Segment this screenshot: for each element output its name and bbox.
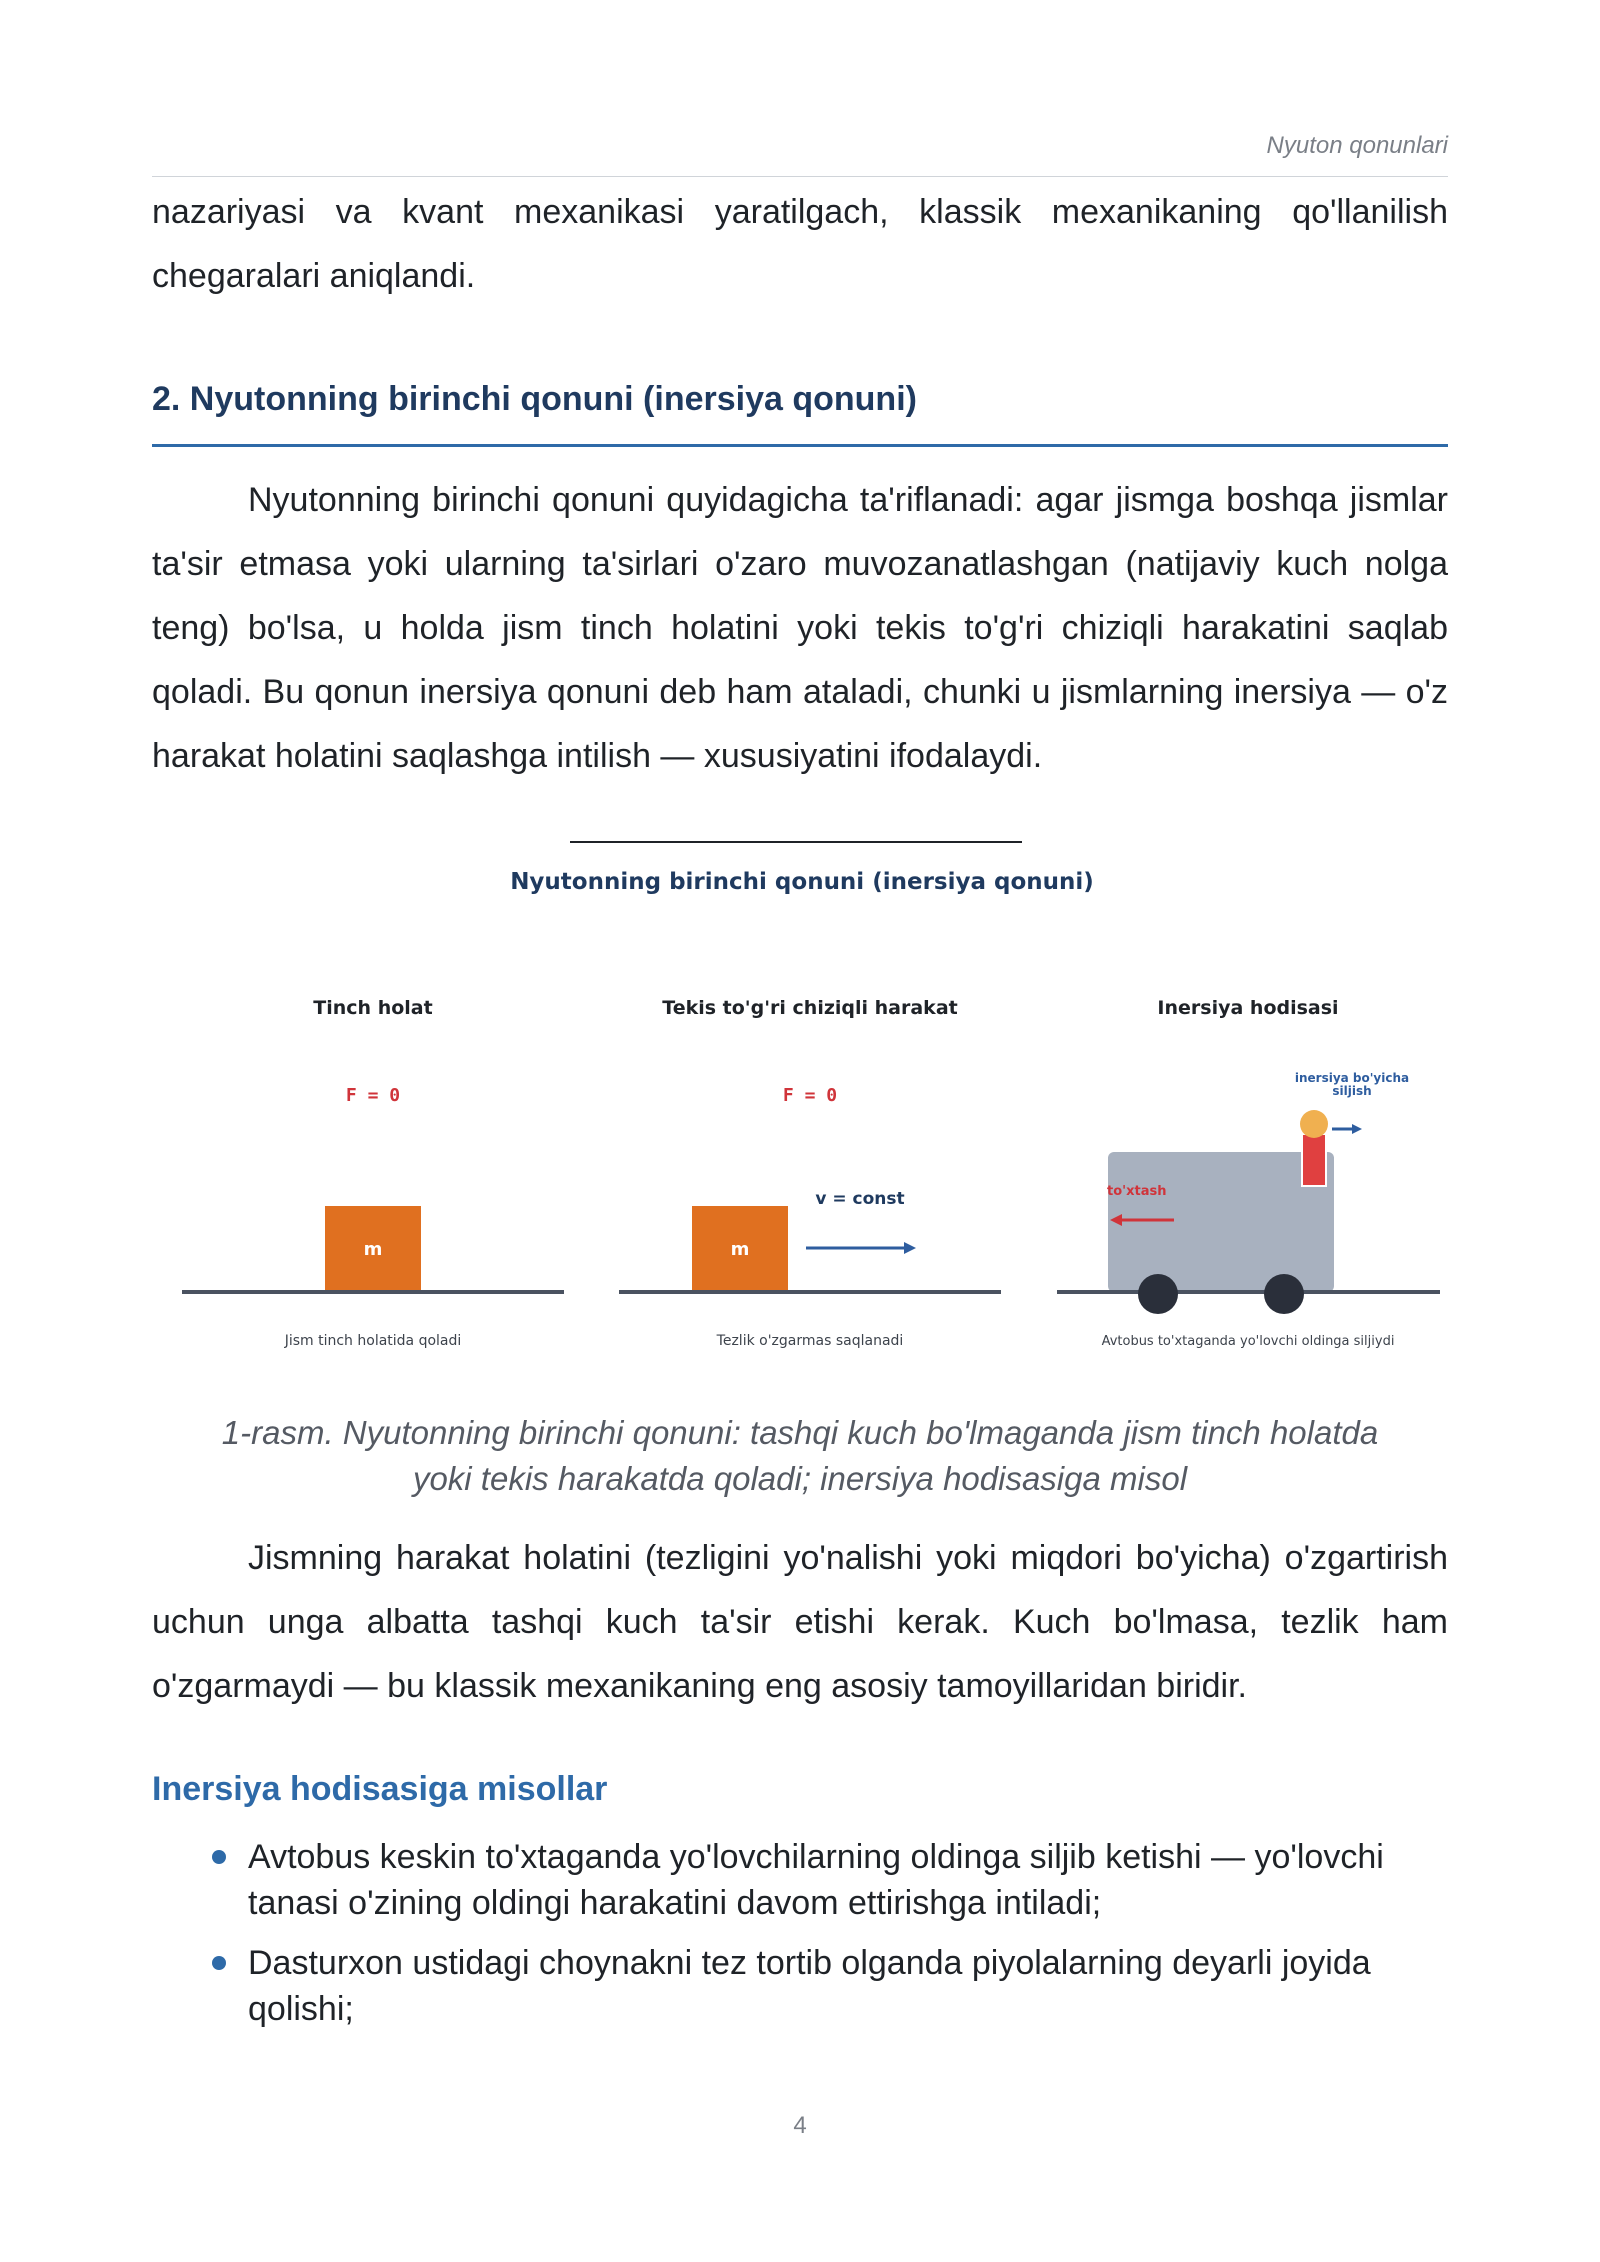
arrow-head-icon [904, 1242, 916, 1254]
examples-list [152, 1834, 1448, 2046]
panel-motion-force-label: F = 0 [782, 1085, 838, 1106]
panel-uniform-motion [619, 997, 1001, 1349]
inertia-shift-label: inersiya bo'yicha [1294, 1071, 1410, 1085]
bus-wheel-icon [1138, 1274, 1178, 1314]
braking-label: to'xtash [1107, 1184, 1167, 1199]
page-number: 4 [793, 2112, 807, 2139]
panel-rest-caption: Jism tinch holatida qoladi [284, 1333, 462, 1349]
panel-motion-title: Tekis to'g'ri chiziqli harakat [662, 997, 958, 1019]
panel-rest-title: Tinch holat [313, 997, 433, 1019]
arrow-head-icon [1352, 1124, 1362, 1134]
passenger-head [1300, 1110, 1328, 1138]
passenger-body [1302, 1134, 1326, 1186]
figure-newton-first-law [152, 800, 1448, 1380]
figure-caption-line-1: 1-rasm. Nyutonning birinchi qonuni: tashqi kuch bo'lmaganda jism tinch holatda [221, 1414, 1379, 1451]
panel-inertia [1057, 997, 1440, 1349]
section-paragraph-1: Nyutonning birinchi qonuni quyidagicha ta'riflanadi: agar jismga boshqa jismlar ta'sir etmasa yoki ularning ta'sirlari o'zaro muvozanatlashgan (natijaviy kuch nolga teng) bo'lsa, u holda jism tinch holatini yoki tekis to'g'ri chiziqli harakatini saqlab qoladi. Bu qonun inersiya qonuni deb ham ataladi, chunki u jismlarning inersiya — o'z harakat holatini saqlashga intilish — xususiyatini ifodalaydi. [152, 481, 1448, 775]
figure-title: Nyutonning birinchi qonuni (inersiya qonuni) [510, 869, 1094, 895]
panel-rest-force-label: F = 0 [345, 1085, 401, 1106]
paragraph-2: Jismning harakat holatini (tezligini yo'nalishi yoki miqdori bo'yicha) o'zgartirish uchun unga albatta tashqi kuch ta'sir etishi kerak. Kuch bo'lmasa, tezlik ham o'zgarmaydi — bu klassik mexanikaning eng asosiy tamoyillaridan biridir. [152, 1539, 1448, 1705]
mass-label: m [730, 1239, 750, 1260]
bus-body [1108, 1152, 1334, 1292]
inertia-shift-label: siljish [1332, 1084, 1372, 1098]
panel-motion-caption: Tezlik o'zgarmas saqlanadi [716, 1333, 904, 1349]
list-item [152, 1834, 1448, 1926]
bus-wheel-icon [1264, 1274, 1304, 1314]
list-item [152, 1940, 1448, 2032]
running-header: Nyuton qonunlari [1266, 132, 1448, 159]
mass-label: m [363, 1239, 383, 1260]
panel-inertia-caption: Avtobus to'xtaganda yo'lovchi oldinga siljiydi [1101, 1334, 1395, 1349]
bullet-icon [212, 1956, 226, 1970]
examples-heading: Inersiya hodisasiga misollar [152, 1770, 608, 1808]
velocity-label: v = const [815, 1189, 905, 1209]
header-divider [152, 176, 1448, 177]
panel-rest [182, 997, 564, 1349]
figure-illustration [152, 800, 1448, 1380]
intro-continuation-paragraph: nazariyasi va kvant mexanikasi yaratilgach, klassik mexanikaning qo'llanilish chegaralari aniqlandi. [152, 193, 1448, 295]
section-title: 2. Nyutonning birinchi qonuni (inersiya qonuni) [152, 380, 917, 418]
bullet-icon [212, 1850, 226, 1864]
figure-caption [152, 1410, 1448, 1502]
section-title-underline [152, 444, 1448, 447]
panel-inertia-title: Inersiya hodisasi [1157, 997, 1339, 1019]
list-item-text: Dasturxon ustidagi choynakni tez tortib olganda piyolalarning deyarli joyida qolishi; [248, 1944, 1371, 2028]
list-item-text: Avtobus keskin to'xtaganda yo'lovchilarning oldinga siljib ketishi — yo'lovchi tanasi o'zining oldingi harakatini davom ettirishga intiladi; [248, 1838, 1384, 1922]
figure-caption-line-2: yoki tekis harakatda qoladi; inersiya hodisasiga misol [412, 1460, 1188, 1497]
